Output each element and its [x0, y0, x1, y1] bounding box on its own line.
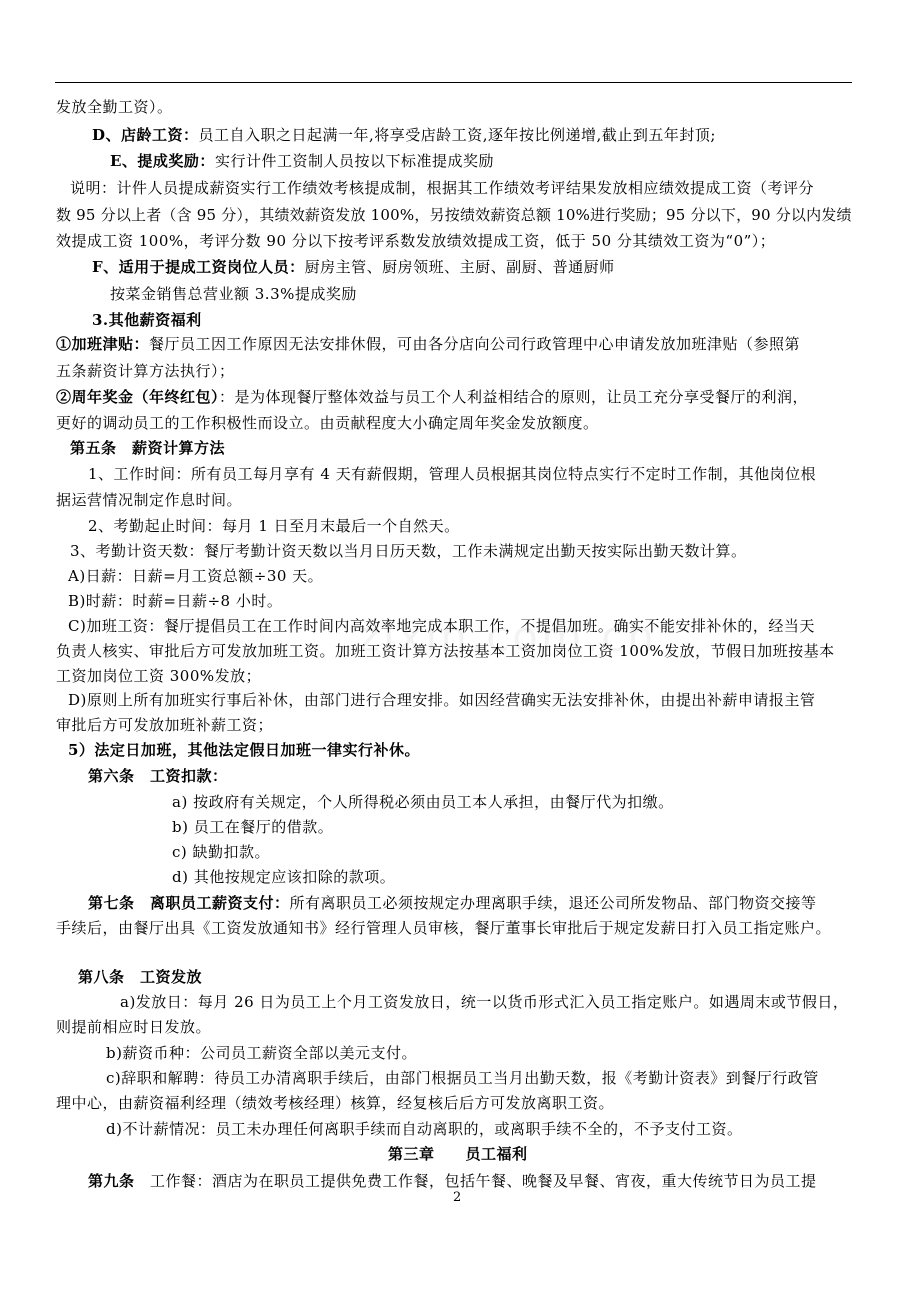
- line-text: 工资加岗位工资 300%发放；: [56, 667, 262, 685]
- text-line: [88, 1171, 817, 1191]
- text-line: [172, 792, 674, 812]
- line-text: a)发放日：每月 26 日为员工上个月工资发放日，统一以货币形式汇入员工指定账户。如遇周末或节假日，: [120, 993, 849, 1011]
- line-text: 员工自入职之日起满一年,将享受店龄工资,逐年按比例递增,截止到五年封顶;: [198, 126, 716, 144]
- bold-label: 3.其他薪资福利: [92, 311, 202, 329]
- line-text: 工作餐：酒店为在职员工提供免费工作餐，包括午餐、晚餐及早餐、宵夜，重大传统节日为员工提: [134, 1172, 817, 1190]
- text-line: [92, 310, 202, 330]
- text-line: [56, 715, 273, 735]
- line-text: 3、考勤计资天数：餐厅考勤计资天数以当月日历天数，工作未满规定出勤天按实际出勤天数计算。: [70, 542, 747, 560]
- bold-label: 第七条 离职员工薪资支付：: [88, 894, 290, 912]
- line-text: 五条薪资计算方法执行）；: [56, 362, 235, 380]
- text-line: [56, 205, 852, 225]
- bold-label: 第八条 工资发放: [78, 968, 203, 986]
- line-text: 手续后，由餐厅出具《工资发放通知书》经行管理人员审核，餐厅董事长审批后于规定发薪日打入员工指定账户。: [56, 919, 832, 937]
- line-text: c) 缺勤扣款。: [172, 843, 271, 861]
- text-line: [68, 690, 815, 710]
- line-text: ：是为体现餐厅整体效益与员工个人利益相结合的原则，让员工充分享受餐厅的利润，: [219, 388, 809, 406]
- bold-label: 第六条 工资扣款：: [88, 767, 228, 785]
- line-text: 负责人核实、审批后方可发放加班工资。加班工资计算方法按基本工资加岗位工资 100%发放，节假日加班按基本: [56, 642, 835, 660]
- line-text: B)时薪：时薪=日薪÷8 小时。: [68, 592, 283, 610]
- line-text: 效提成工资 100%，考评分数 90 分以下按考评系数发放绩效提成工资，低于 50 分其绩效工资为“0”）；: [56, 232, 776, 250]
- line-text: 所有离职员工必须按规定办理离职手续，退还公司所发物品、部门物资交接等: [289, 894, 817, 912]
- header-rule: [55, 82, 852, 83]
- line-text: 理中心，由薪资福利经理（绩效考核经理）核算，经复核后后方可发放离职工资。: [56, 1094, 615, 1112]
- text-line: [56, 361, 235, 381]
- text-line: [172, 842, 270, 862]
- line-text: d) 其他按规定应该扣除的款项。: [172, 868, 396, 886]
- line-text: 发放全勤工资）。: [56, 98, 173, 116]
- text-line: [68, 616, 815, 636]
- bold-label: 5）法定日加班，其他法定假日加班一律实行补休。: [68, 741, 420, 759]
- line-text: 厨房主管、厨房领班、主厨、副厨、普通厨师: [304, 258, 615, 276]
- text-line: [106, 1043, 417, 1063]
- text-line: [88, 516, 460, 536]
- text-line: [68, 740, 420, 760]
- line-text: a) 按政府有关规定，个人所得税必须由员工本人承担，由餐厅代为扣缴。: [172, 793, 674, 811]
- bold-label: E、提成奖励：: [110, 152, 215, 170]
- bold-label: 第九条: [88, 1172, 135, 1190]
- line-text: d)不计薪情况：员工未办理任何离职手续而自动离职的，或离职手续不全的，不予支付工资。: [106, 1120, 743, 1138]
- line-text: 2、考勤起止时间：每月 1 日至月末最后一个自然天。: [88, 517, 460, 535]
- text-line: [70, 541, 747, 561]
- line-text: 按菜金销售总营业额 3.3%提成奖励: [110, 285, 357, 303]
- text-line: [106, 1068, 819, 1088]
- bold-label: ②周年奖金（年终红包）: [56, 388, 220, 406]
- text-line: [56, 1093, 614, 1113]
- line-text: A)日薪：日薪=月工资总额÷30 天。: [68, 567, 324, 585]
- text-line: [56, 490, 242, 510]
- line-text: 数 95 分以上者（含 95 分），其绩效薪资发放 100%，另按绩效薪资总额 10%进行奖励；95 分以下，90 分以内发绩: [56, 206, 852, 224]
- text-line: [120, 992, 848, 1012]
- text-line: [110, 151, 494, 171]
- text-line: [56, 97, 173, 117]
- bold-label: ①加班津贴：: [56, 335, 150, 353]
- line-text: 审批后方可发放加班补薪工资；: [56, 716, 274, 734]
- text-line: [56, 413, 599, 433]
- text-line: [92, 257, 615, 277]
- text-line: [56, 918, 831, 938]
- bold-label: 第五条 薪资计算方法: [70, 439, 226, 457]
- text-line: [388, 1144, 528, 1164]
- line-text: 实行计件工资制人员按以下标准提成奖励: [214, 152, 494, 170]
- text-line: [110, 284, 357, 304]
- page-number: 2: [453, 1190, 462, 1205]
- text-line: [70, 438, 225, 458]
- text-line: [92, 125, 716, 145]
- text-line: [56, 641, 835, 661]
- line-text: 据运营情况制定作息时间。: [56, 491, 243, 509]
- text-line: [106, 1119, 742, 1139]
- line-text: D)原则上所有加班实行事后补休，由部门进行合理安排。如因经营确实无法安排补休，由提出补薪申请报主管: [68, 691, 816, 709]
- text-line: [56, 666, 261, 686]
- line-text: c)辞职和解聘：待员工办清离职手续后，由部门根据员工当月出勤天数，报《考勤计资表》到餐厅行政管: [106, 1069, 819, 1087]
- bold-label: F、适用于提成工资岗位人员：: [92, 258, 305, 276]
- text-line: [68, 591, 282, 611]
- line-text: 则提前相应时日发放。: [56, 1018, 212, 1036]
- text-line: [172, 867, 395, 887]
- line-text: b)薪资币种：公司员工薪资全部以美元支付。: [106, 1044, 417, 1062]
- text-line: [78, 967, 202, 987]
- text-line: [88, 766, 228, 786]
- line-text: 说明：计件人员提成薪资实行工作绩效考核提成制，根据其工作绩效考评结果发放相应绩效提成工资（考评分: [70, 179, 815, 197]
- text-line: [88, 893, 817, 913]
- line-text: 1、工作时间：所有员工每月享有 4 天有薪假期，管理人员根据其岗位特点实行不定时工作制，其他岗位根: [88, 465, 817, 483]
- text-line: [68, 566, 323, 586]
- text-line: [56, 334, 800, 354]
- text-line: [56, 387, 808, 407]
- line-text: 更好的调动员工的工作积极性而设立。由贡献程度大小确定周年奖金发放额度。: [56, 414, 599, 432]
- text-line: [70, 178, 814, 198]
- bold-label: D、店龄工资：: [92, 126, 199, 144]
- text-line: [56, 1017, 211, 1037]
- text-line: [172, 817, 333, 837]
- text-line: [56, 231, 775, 251]
- line-text: b) 员工在餐厅的借款。: [172, 818, 334, 836]
- line-text: C)加班工资：餐厅提倡员工在工作时间内高效率地完成本职工作，不提倡加班。确实不能安排补休的，经当天: [68, 617, 815, 635]
- bold-label: 第三章 员工福利: [388, 1145, 528, 1163]
- text-line: [88, 464, 816, 484]
- line-text: 餐厅员工因工作原因无法安排休假，可由各分店向公司行政管理中心申请发放加班津贴（参照第: [149, 335, 801, 353]
